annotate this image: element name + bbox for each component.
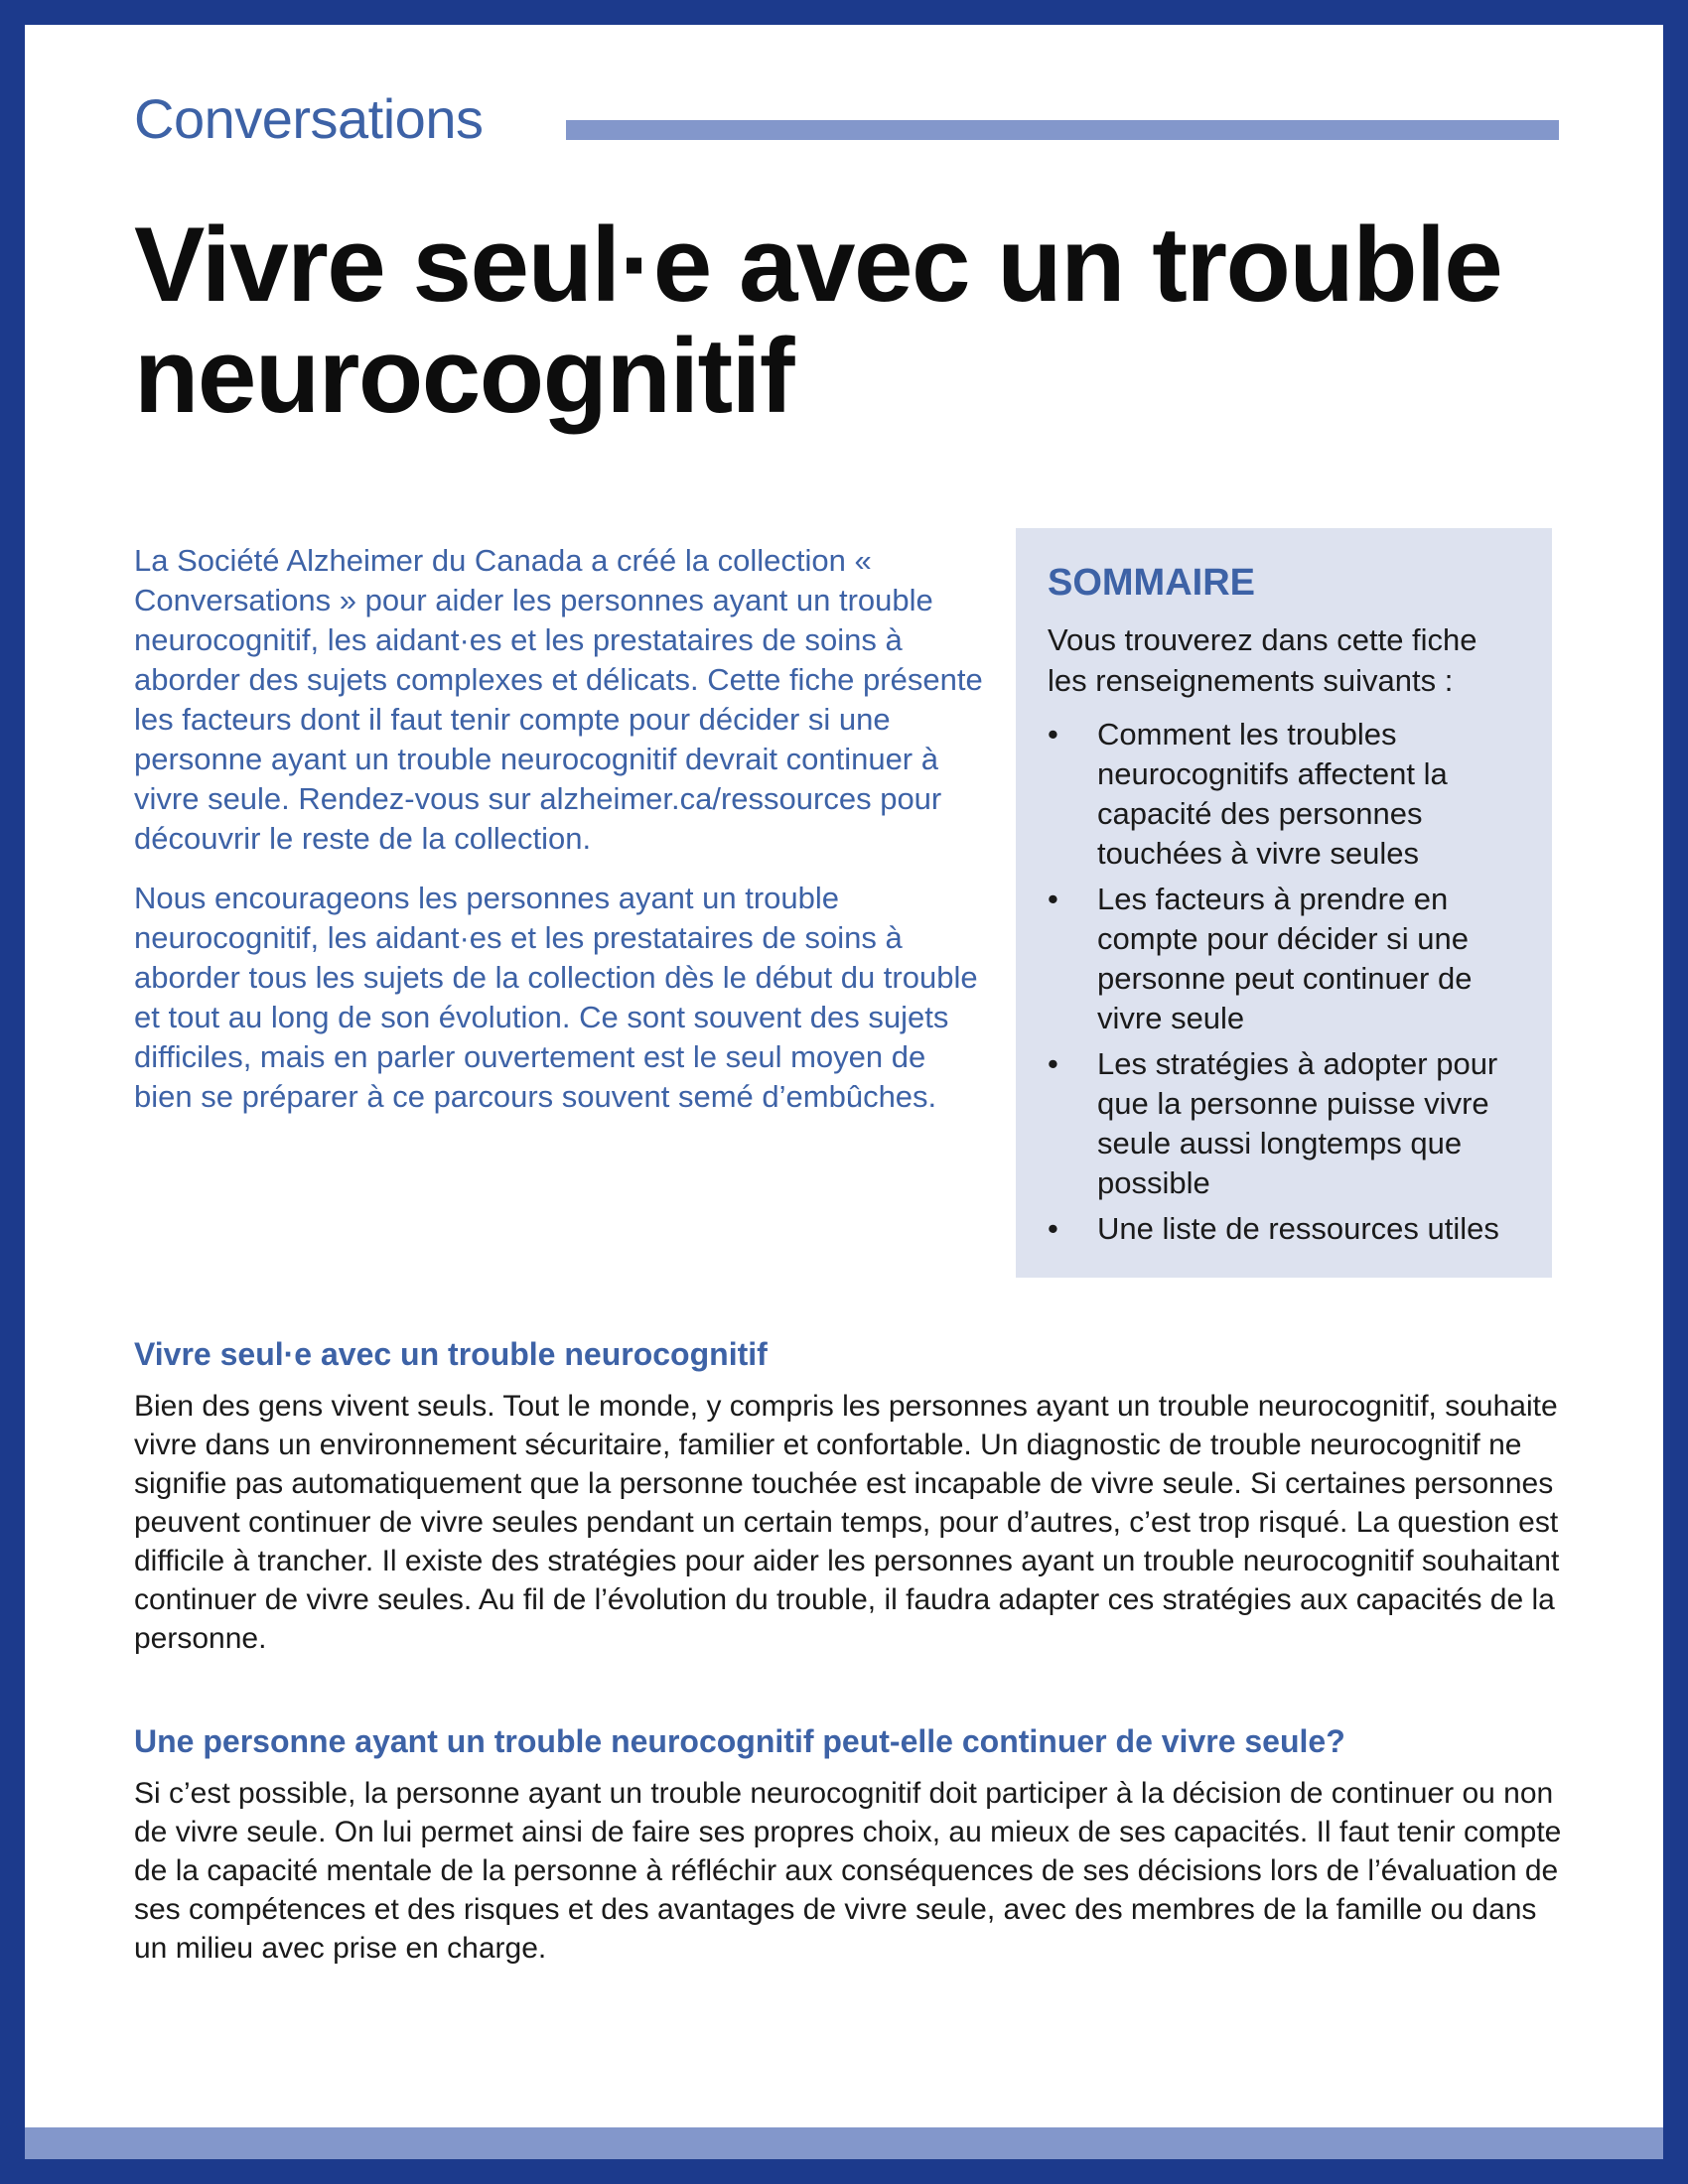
bullet-icon: • (1048, 1211, 1058, 1246)
bullet-icon: • (1048, 882, 1058, 916)
bullet-icon: • (1048, 717, 1058, 751)
section-heading: Vivre seul·e avec un trouble neurocognitif (134, 1336, 768, 1372)
section-living-alone (134, 1333, 1564, 1658)
summary-item (1048, 715, 1522, 874)
summary-intro: Vous trouverez dans cette fiche les renseignements suivants : (1048, 622, 1477, 698)
header-rule (566, 120, 1559, 140)
summary-title: SOMMAIRE (1048, 562, 1255, 604)
bullet-icon: • (1048, 1046, 1058, 1081)
summary-item-text: Une liste de ressources utiles (1097, 1211, 1499, 1246)
summary-item-text: Comment les troubles neurocognitifs affectent la capacité des personnes touchées à vivre seules (1097, 717, 1448, 871)
summary-item (1048, 1209, 1522, 1249)
series-label: Conversations (134, 87, 484, 150)
summary-box (1016, 528, 1552, 1278)
summary-item (1048, 1044, 1522, 1203)
intro-paragraph: La Société Alzheimer du Canada a créé la collection « Conversations » pour aider les personnes ayant un trouble neurocognitif, les aidant·es et les prestataires de soins à aborder des sujets complexes et délicats. Cette fiche présente les facteurs dont il faut tenir compte pour décider si une personne ayant un trouble neurocognitif devrait continuer à vivre seule. Rendez-vous sur alzheimer.ca/ressources pour découvrir le reste de la collection. (134, 543, 983, 856)
section-body: Bien des gens vivent seuls. Tout le monde, y compris les personnes ayant un trouble neurocognitif, souhaite vivre dans un environnement sécuritaire, familier et confortable. Un diagnostic de trouble neurocognitif ne signifie pas automatiquement que la personne touchée est incapable de vivre seule. Si certaines personnes peuvent continuer de vivre seules pendant un certain temps, pour d’autres, c’est trop risqué. La question est difficile à trancher. Il existe des stratégies pour aider les personnes ayant un trouble neurocognitif souhaitant continuer de vivre seules. Au fil de l’évolution du trouble, il faudra adapter ces stratégies aux capacités de la personne. (134, 1390, 1560, 1655)
document-page (25, 25, 1663, 2159)
intro-text (134, 541, 988, 1137)
summary-item-text: Les stratégies à adopter pour que la personne puisse vivre seule aussi longtemps que possible (1097, 1046, 1498, 1200)
section-can-continue (134, 1720, 1564, 1968)
summary-item (1048, 880, 1522, 1038)
page-title: Vivre seul·e avec un trouble neurocognitif (134, 205, 1502, 435)
intro-paragraph: Nous encourageons les personnes ayant un trouble neurocognitif, les aidant·es et les prestataires de soins à aborder tous les sujets de la collection dès le début du trouble et tout au long de son évolution. Ce sont souvent des sujets difficiles, mais en parler ouvertement est le seul moyen de bien se préparer à ce parcours souvent semé d’embûches. (134, 881, 978, 1114)
footer-band (25, 2127, 1663, 2159)
section-body: Si c’est possible, la personne ayant un trouble neurocognitif doit participer à la décision de continuer ou non de vivre seule. On lui permet ainsi de faire ses propres choix, au mieux de ses capacités. Il faut tenir compte de la capacité mentale de la personne à réfléchir aux conséquences de ses décisions lors de l’évaluation de ses compétences et des risques et des avantages de vivre seule, avec des membres de la famille ou dans un milieu avec prise en charge. (134, 1777, 1562, 1965)
summary-list (1048, 715, 1522, 1249)
summary-item-text: Les facteurs à prendre en compte pour décider si une personne peut continuer de vivre seule (1097, 882, 1473, 1035)
section-heading: Une personne ayant un trouble neurocognitif peut-elle continuer de vivre seule? (134, 1723, 1345, 1759)
